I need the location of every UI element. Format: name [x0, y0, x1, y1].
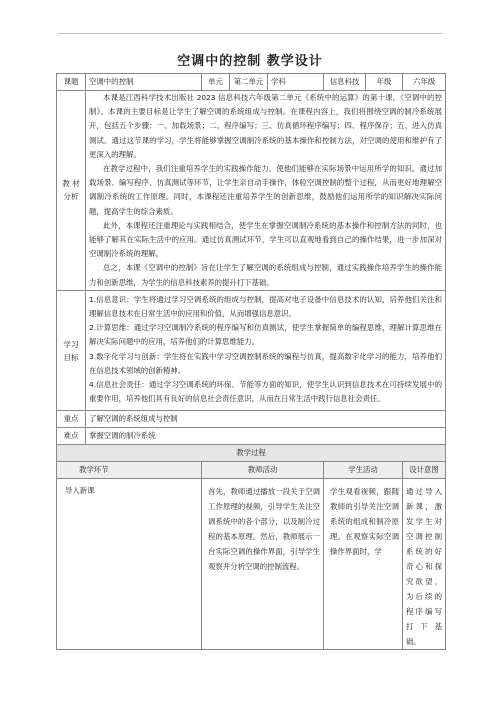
student-activity: 学生观看视频，跟随教师的引导关注空调系统的组成和制冷原理。在观察实际空调操作界面时，学 [324, 479, 403, 650]
goals-row [57, 290, 446, 411]
goal-item: 1.信息意识：学生将通过学习空调系统的组成与控制，提高对电子设备中信息技术的认知，培养他们关注和理解信息技术在日常生活中的应用和价值，从而增强信息意识。 [89, 294, 442, 319]
goals-label-text: 学习 目标 [63, 339, 79, 362]
process-header-row [57, 445, 446, 462]
difficulty-value: 掌握空调的制冷系统 [86, 428, 446, 445]
difficulty-label: 难点 [57, 428, 86, 445]
column-stage: 教学环节 [57, 462, 202, 479]
key-point-row [57, 411, 446, 428]
key-point-label: 重点 [57, 411, 86, 428]
goal-item: 2.计算思维：通过学习空调制冷系统的程序编写和仿真测试，使学生掌握简单的编程思维，理解计算思维在解决实际问题中的应用，培养他们的计算思维能力。 [89, 323, 442, 347]
analysis-paragraph: 此外，本课程还注重理论与实践相结合，使学生在掌握空调制冷系统的基本操作和控制方法的同时，也能够了解其在实际生活中的应用。通过仿真测试环节，学生可以直观地看到自己的操作结果，进一步加深对空调制冷系统的理解。 [89, 220, 442, 259]
unit-label: 单元 [202, 74, 230, 91]
subject-label: 学科 [268, 74, 324, 91]
page-title: 空调中的控制 教学设计 [177, 54, 323, 69]
goals-label [57, 290, 86, 411]
analysis-label [57, 91, 86, 291]
analysis-paragraph: 在教学过程中，我们注重培养学生的实践操作能力，使他们能够在实际场景中运用所学的知识。通过加载场景、编写程序、仿真测试等环节，让学生亲自动手操作，体验空调控制的整个过程，从而更好地理解空调制冷系统的工作原理。同时，本课程还注重培养学生的创新思维，鼓励他们运用所学的知识解决实际问题，提高学生的综合素质。 [89, 164, 442, 216]
grade-label: 年级 [366, 74, 403, 91]
goal-item: 3.数字化学习与创新：学生将在实践中学习空调控制系统的编程与仿真，提高数字化学习的能力，培养他们在信息技术领域的创新精神。 [89, 351, 442, 375]
process-columns-row [57, 462, 446, 479]
goal-item: 4.信息社会责任：通过学习空调系统的环保、节能等方面的知识，使学生认识到信息技术在可持续发展中的重要作用，培养他们具有良好的信息社会责任意识，从而在日常生活中践行信息社会责任。 [89, 380, 442, 404]
topic-value: 空调中的控制 [86, 74, 202, 91]
subject-value: 信息科技 [324, 74, 366, 91]
topic-label: 课题 [57, 74, 86, 91]
analysis-content [86, 91, 446, 291]
goals-content [86, 290, 446, 411]
column-teacher: 教师活动 [202, 462, 324, 479]
grade-value: 六年级 [403, 74, 446, 91]
teacher-activity: 首先，教师通过播放一段关于空调工作原理的视频，引导学生关注空调系统中的各个部分，以及制冷过程的基本原理。然后，教师展示一台实际空调的操作界面，引导学生观察并分析空调的控制流程。 [202, 479, 324, 650]
analysis-paragraph: 总之，本课《空调中的控制》旨在让学生了解空调的系统组成与控制，通过实践操作培养学生的操作能力和创新思维，为学生的信息科技素养的提升打下基础。 [89, 263, 442, 287]
column-student: 学生活动 [324, 462, 403, 479]
process-header: 教学过程 [57, 445, 446, 462]
process-row-intro [57, 479, 446, 650]
difficulty-row [57, 428, 446, 445]
key-point-value: 了解空调的系统组成与控制 [86, 411, 446, 428]
lesson-plan-table [56, 73, 446, 650]
analysis-paragraph: 本课是江西科学技术出版社 2023 信息科技六年级第二单元《系统中的运算》的第十课，《空调中的控制》。本课的主要目标是让学生了解空调的系统组成与控制。在课程内容上，我们将围绕空调的制冷系统展开，包括五个步骤：一、加载场景；二、程序编写；三、仿真循环程序编写；四、程序保存；五、进入仿真测试。通过这节课的学习，学生将能够掌握空调制冷系统的基本操作和控制方法，对空调的使用和维护有了更深入的理解。 [89, 93, 442, 159]
analysis-label-text: 教 材 分析 [62, 179, 80, 202]
analysis-row [57, 91, 446, 291]
unit-value: 第二单元 [230, 74, 268, 91]
stage-cell: 导入新课 [57, 479, 202, 650]
design-intent: 通过导入新课，激发学生对空调控制系统的好奇心和探究欲望，为后续的程序编写打下基础。 [403, 479, 446, 650]
column-intent: 设计意图 [403, 462, 446, 479]
info-row [57, 74, 446, 91]
header-rule [58, 33, 442, 34]
